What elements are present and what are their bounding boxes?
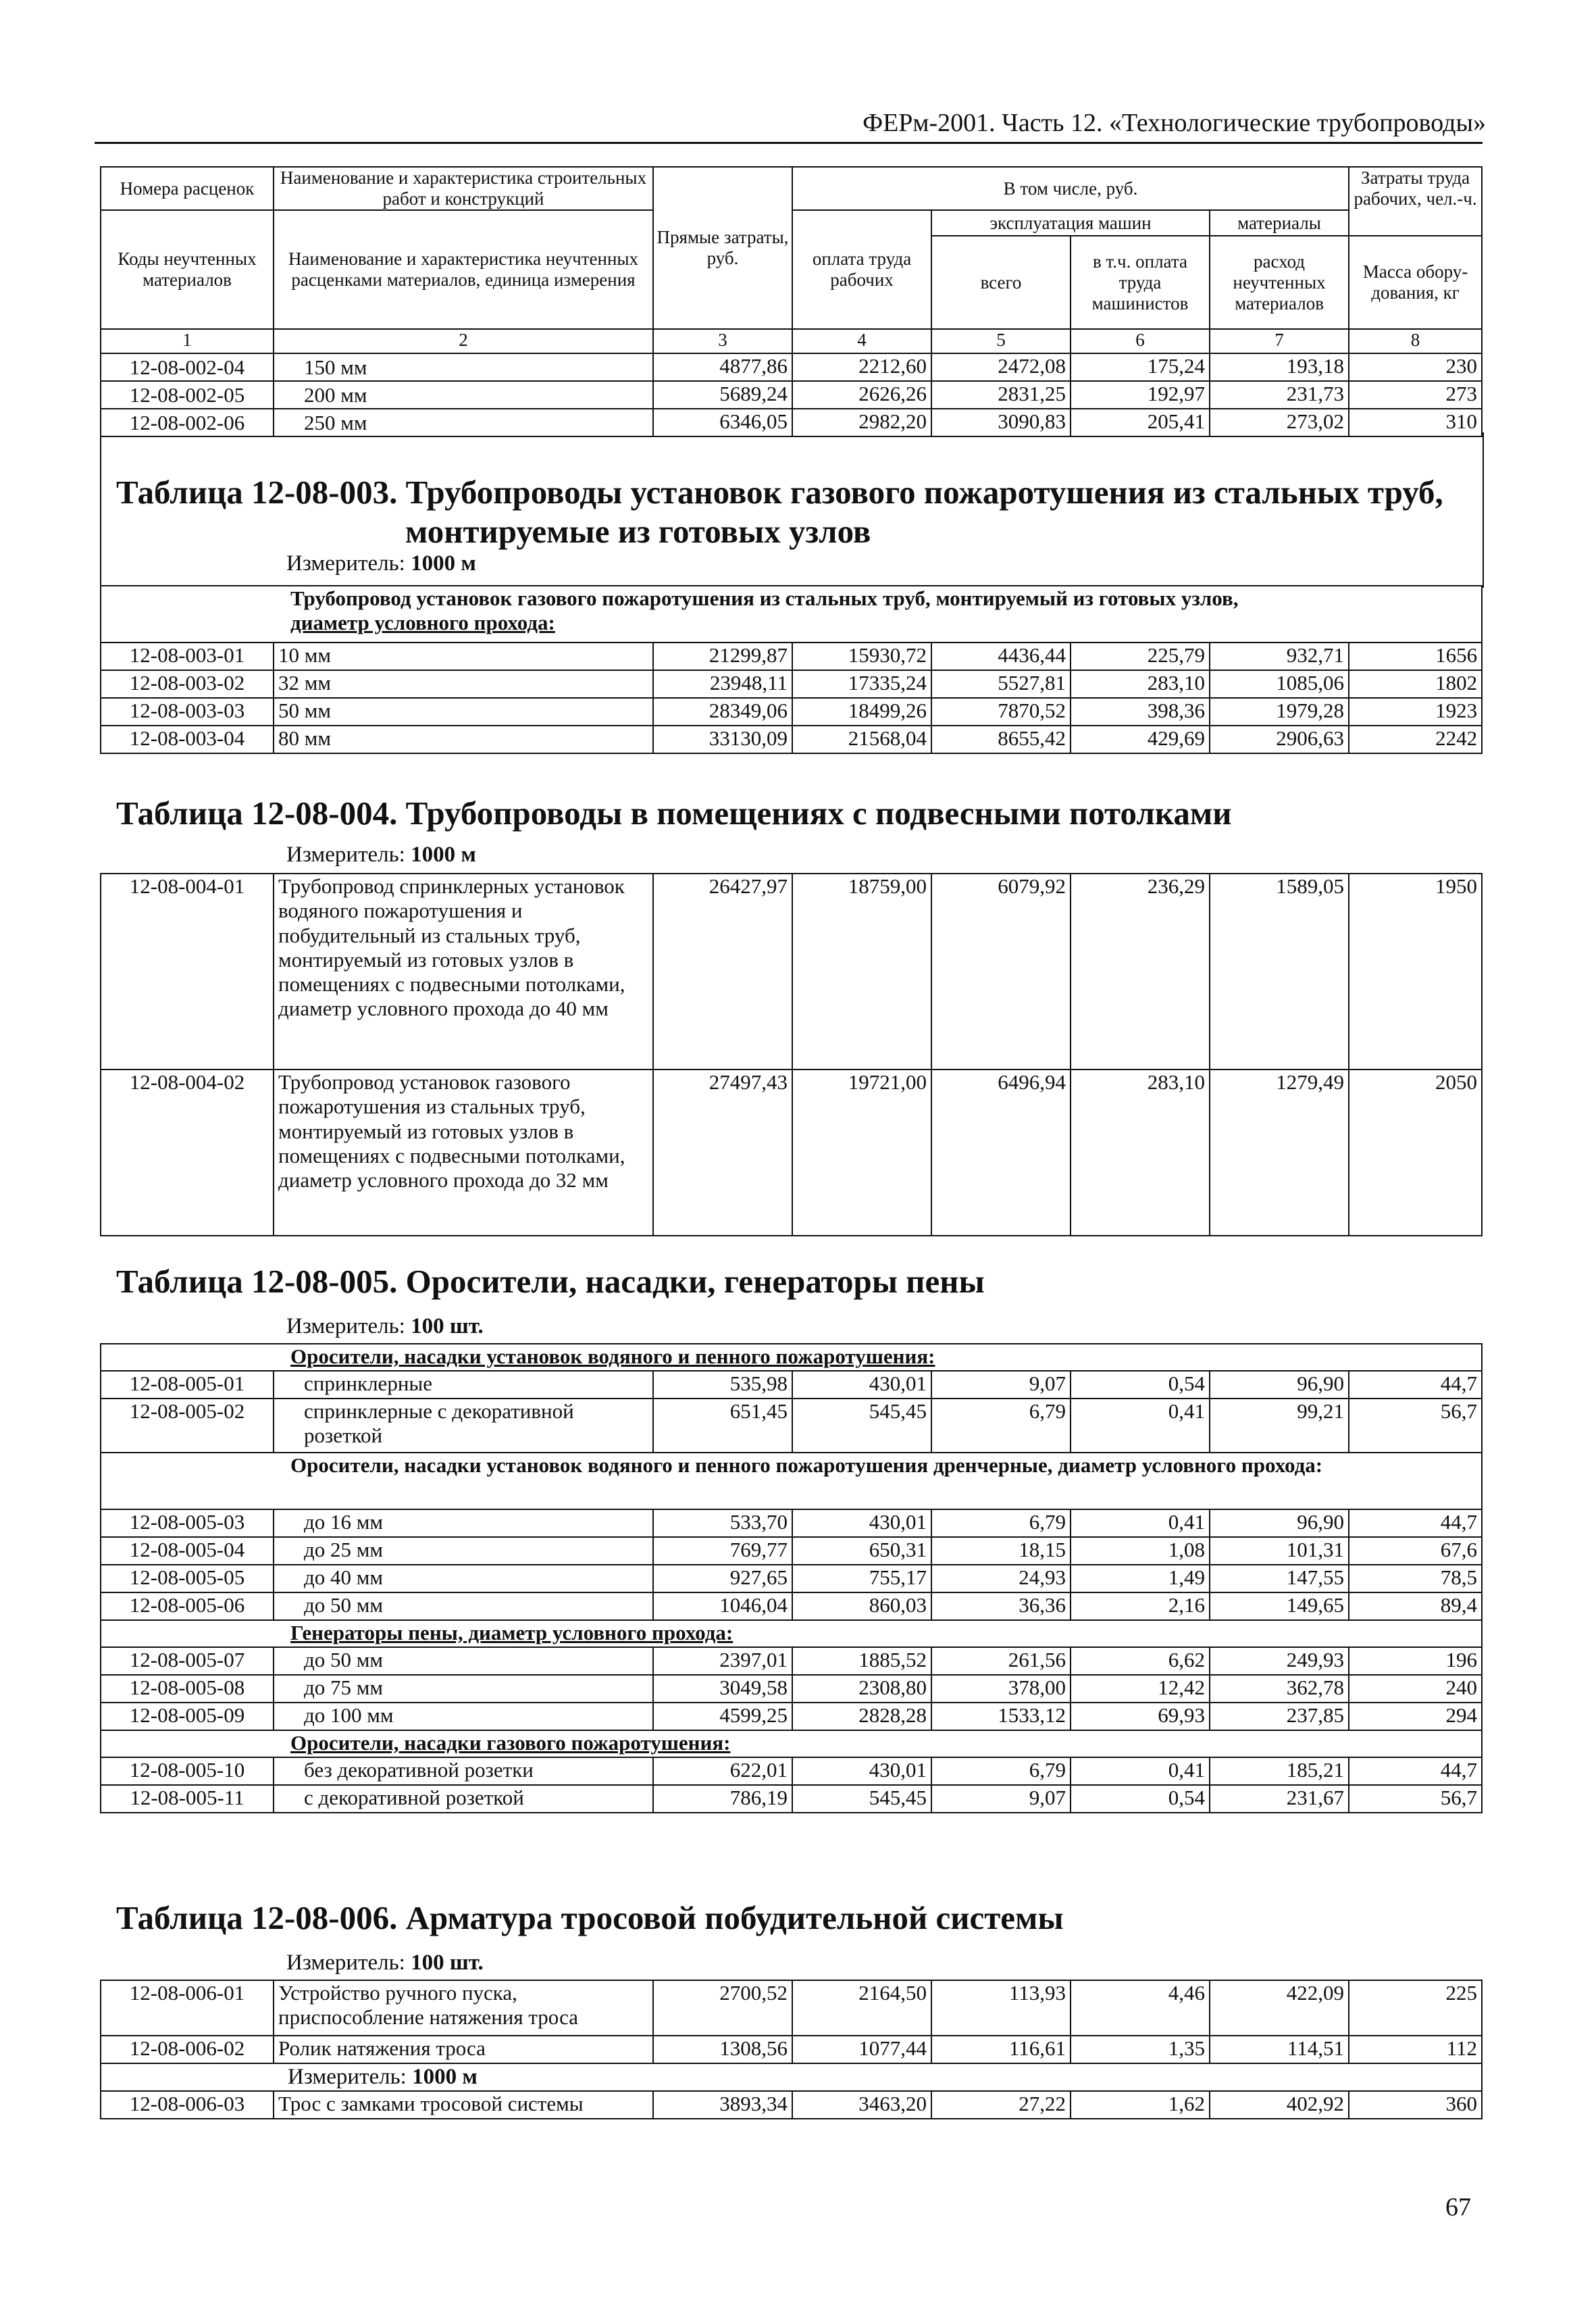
table-row xyxy=(101,726,1482,753)
materials: 932,71 xyxy=(1210,643,1349,670)
direct-costs: 3049,58 xyxy=(653,1675,792,1703)
header-materials-unaccounted: расход неучтенных материалов xyxy=(1210,236,1349,329)
table-003 xyxy=(100,585,1483,754)
machines-total: 6,79 xyxy=(931,1757,1071,1785)
section-header-row xyxy=(101,1344,1482,1371)
section-title: Оросители, насадки установок водяного и пенного пожаротушения дренчерные, диаметр условного прохода: xyxy=(101,1453,1482,1509)
machines-wages: 69,93 xyxy=(1071,1703,1210,1730)
machines-total: 6079,92 xyxy=(931,874,1071,1070)
row-name: до 40 мм xyxy=(274,1565,653,1592)
row-code: 12-08-005-09 xyxy=(101,1703,274,1730)
table-004-title: Таблица 12-08-004. Трубопроводы в помещениях с подвесными потолками xyxy=(116,795,1232,832)
row-code: 12-08-002-05 xyxy=(101,381,274,409)
materials: 1589,05 xyxy=(1210,874,1349,1070)
direct-costs: 5689,24 xyxy=(653,381,792,409)
direct-costs: 769,77 xyxy=(653,1537,792,1565)
direct-costs: 2700,52 xyxy=(653,1980,792,2036)
table-row xyxy=(101,698,1482,726)
materials: 147,55 xyxy=(1210,1565,1349,1592)
column-number: 2 xyxy=(274,329,653,353)
labor-costs: 2050 xyxy=(1349,1070,1482,1236)
labor-costs: 44,7 xyxy=(1349,1371,1482,1399)
labor-costs: 360 xyxy=(1349,2091,1482,2119)
machines-wages: 0,41 xyxy=(1071,1399,1210,1453)
row-name: с декоративной розеткой xyxy=(274,1785,653,1813)
header-codes-top: Номера расценок xyxy=(101,167,274,210)
table-row xyxy=(101,1070,1482,1236)
direct-costs: 3893,34 xyxy=(653,2091,792,2119)
direct-costs: 33130,09 xyxy=(653,726,792,753)
header-name-top: Наименование и характеристика строительных работ и конструкций xyxy=(274,167,653,210)
header-machines: эксплуатация машин xyxy=(931,210,1210,236)
labor-costs: 225 xyxy=(1349,1980,1482,2036)
row-code: 12-08-005-08 xyxy=(101,1675,274,1703)
machines-total: 6,79 xyxy=(931,1399,1071,1453)
row-code: 12-08-005-10 xyxy=(101,1757,274,1785)
column-number: 5 xyxy=(931,329,1071,353)
machines-wages: 175,24 xyxy=(1071,353,1210,381)
row-name: до 50 мм xyxy=(274,1592,653,1620)
row-name: без декоративной розетки xyxy=(274,1757,653,1785)
table-row xyxy=(101,670,1482,698)
table-005-title: Таблица 12-08-005. Оросители, насадки, генераторы пены xyxy=(116,1263,985,1300)
direct-costs: 535,98 xyxy=(653,1371,792,1399)
machines-total: 1533,12 xyxy=(931,1703,1071,1730)
header-name-bottom: Наименование и характеристика неучтенных расценками материалов, единица измерения xyxy=(274,210,653,329)
section-title: Оросители, насадки установок водяного и пенного пожаротушения: xyxy=(101,1344,1482,1371)
materials: 96,90 xyxy=(1210,1509,1349,1537)
column-number: 3 xyxy=(653,329,792,353)
section-header-row xyxy=(101,1730,1482,1757)
direct-costs: 4877,86 xyxy=(653,353,792,381)
machines-wages: 6,62 xyxy=(1071,1647,1210,1675)
column-header-table xyxy=(100,166,1483,437)
row-code: 12-08-004-02 xyxy=(101,1070,274,1236)
machines-total: 36,36 xyxy=(931,1592,1071,1620)
row-code: 12-08-005-04 xyxy=(101,1537,274,1565)
wages: 1885,52 xyxy=(792,1647,931,1675)
direct-costs: 651,45 xyxy=(653,1399,792,1453)
row-code: 12-08-004-01 xyxy=(101,874,274,1070)
header-labor-costs: Затраты труда рабочих, чел.-ч. xyxy=(1349,167,1482,236)
labor-costs: 273 xyxy=(1349,381,1482,409)
row-name: 200 мм xyxy=(274,381,653,409)
row-name: 150 мм xyxy=(274,353,653,381)
machines-wages: 429,69 xyxy=(1071,726,1210,753)
table-row xyxy=(101,1757,1482,1785)
table-row xyxy=(101,2091,1482,2119)
wages: 2164,50 xyxy=(792,1980,931,2036)
header-wages: оплата труда рабочих xyxy=(792,210,931,329)
labor-costs: 196 xyxy=(1349,1647,1482,1675)
machines-wages: 1,49 xyxy=(1071,1565,1210,1592)
machines-total: 9,07 xyxy=(931,1371,1071,1399)
table-004-measure: Измеритель: 1000 м xyxy=(286,842,476,867)
wages: 2982,20 xyxy=(792,409,931,436)
header-materials: материалы xyxy=(1210,210,1349,236)
row-name: 32 мм xyxy=(274,670,653,698)
table-005 xyxy=(100,1343,1483,1813)
table-005-measure: Измеритель: 100 шт. xyxy=(286,1314,484,1338)
row-name: до 25 мм xyxy=(274,1537,653,1565)
machines-wages: 2,16 xyxy=(1071,1592,1210,1620)
machines-wages: 12,42 xyxy=(1071,1675,1210,1703)
wages: 2828,28 xyxy=(792,1703,931,1730)
table-row xyxy=(101,1785,1482,1813)
direct-costs: 786,19 xyxy=(653,1785,792,1813)
table-006-measure: Измеритель: 100 шт. xyxy=(286,1951,484,1975)
row-code: 12-08-005-07 xyxy=(101,1647,274,1675)
labor-costs: 112 xyxy=(1349,2036,1482,2063)
page-header: ФЕРм-2001. Часть 12. «Технологические трубопроводы» xyxy=(863,109,1486,137)
materials: 362,78 xyxy=(1210,1675,1349,1703)
table-003-measure: Измеритель: 1000 м xyxy=(286,551,476,576)
header-including: В том числе, руб. xyxy=(792,167,1349,210)
direct-costs: 2397,01 xyxy=(653,1647,792,1675)
row-name: до 75 мм xyxy=(274,1675,653,1703)
wages: 19721,00 xyxy=(792,1070,931,1236)
machines-wages: 205,41 xyxy=(1071,409,1210,436)
labor-costs: 310 xyxy=(1349,409,1482,436)
row-name: 250 мм xyxy=(274,409,653,436)
wages: 545,45 xyxy=(792,1785,931,1813)
section-title: Генераторы пены, диаметр условного прохода: xyxy=(101,1620,1482,1647)
machines-wages: 0,54 xyxy=(1071,1785,1210,1813)
table-row xyxy=(101,1537,1482,1565)
row-code: 12-08-005-02 xyxy=(101,1399,274,1453)
materials: 1085,06 xyxy=(1210,670,1349,698)
labor-costs: 240 xyxy=(1349,1675,1482,1703)
machines-total: 4436,44 xyxy=(931,643,1071,670)
wages: 2212,60 xyxy=(792,353,931,381)
measure-row xyxy=(101,2063,1482,2091)
section-header-row xyxy=(101,1620,1482,1647)
machines-total: 2472,08 xyxy=(931,353,1071,381)
materials: 2906,63 xyxy=(1210,726,1349,753)
header-direct-costs: Прямые затраты, руб. xyxy=(653,167,792,329)
row-name: Ролик натяжения троса xyxy=(274,2036,653,2063)
materials: 193,18 xyxy=(1210,353,1349,381)
materials: 231,73 xyxy=(1210,381,1349,409)
materials: 231,67 xyxy=(1210,1785,1349,1813)
section-header-row xyxy=(101,1453,1482,1509)
table-row xyxy=(101,381,1482,409)
materials: 149,65 xyxy=(1210,1592,1349,1620)
wages: 1077,44 xyxy=(792,2036,931,2063)
header-equipment-mass: Масса обору-дования, кг xyxy=(1349,236,1482,329)
page-number: 67 xyxy=(1445,2193,1471,2221)
wages: 15930,72 xyxy=(792,643,931,670)
row-name: до 50 мм xyxy=(274,1647,653,1675)
row-name: спринклерные с декоративной розеткой xyxy=(274,1399,653,1453)
machines-wages: 1,35 xyxy=(1071,2036,1210,2063)
row-code: 12-08-002-04 xyxy=(101,353,274,381)
direct-costs: 1308,56 xyxy=(653,2036,792,2063)
section-header-row xyxy=(101,586,1482,643)
direct-costs: 927,65 xyxy=(653,1565,792,1592)
wages: 650,31 xyxy=(792,1537,931,1565)
direct-costs: 26427,97 xyxy=(653,874,792,1070)
row-code: 12-08-002-06 xyxy=(101,409,274,436)
materials: 422,09 xyxy=(1210,1980,1349,2036)
machines-wages: 236,29 xyxy=(1071,874,1210,1070)
column-number: 6 xyxy=(1071,329,1210,353)
wages: 2308,80 xyxy=(792,1675,931,1703)
wages: 17335,24 xyxy=(792,670,931,698)
machines-wages: 1,62 xyxy=(1071,2091,1210,2119)
materials: 249,93 xyxy=(1210,1647,1349,1675)
row-name: до 100 мм xyxy=(274,1703,653,1730)
wages: 860,03 xyxy=(792,1592,931,1620)
row-code: 12-08-003-03 xyxy=(101,698,274,726)
direct-costs: 622,01 xyxy=(653,1757,792,1785)
machines-total: 9,07 xyxy=(931,1785,1071,1813)
wages: 430,01 xyxy=(792,1757,931,1785)
labor-costs: 2242 xyxy=(1349,726,1482,753)
machines-wages: 283,10 xyxy=(1071,1070,1210,1236)
table-006-measure-2: Измеритель: 1000 м xyxy=(101,2063,1482,2091)
section-title: Оросители, насадки газового пожаротушения: xyxy=(101,1730,1482,1757)
materials: 237,85 xyxy=(1210,1703,1349,1730)
machines-wages: 283,10 xyxy=(1071,670,1210,698)
machines-wages: 225,79 xyxy=(1071,643,1210,670)
table-004 xyxy=(100,873,1483,1236)
wages: 21568,04 xyxy=(792,726,931,753)
machines-wages: 0,41 xyxy=(1071,1757,1210,1785)
materials: 99,21 xyxy=(1210,1399,1349,1453)
row-code: 12-08-005-05 xyxy=(101,1565,274,1592)
table-row xyxy=(101,874,1482,1070)
machines-total: 7870,52 xyxy=(931,698,1071,726)
row-name: 50 мм xyxy=(274,698,653,726)
row-code: 12-08-005-01 xyxy=(101,1371,274,1399)
materials: 1979,28 xyxy=(1210,698,1349,726)
table-row xyxy=(101,643,1482,670)
row-name: до 16 мм xyxy=(274,1509,653,1537)
machines-total: 5527,81 xyxy=(931,670,1071,698)
machines-total: 6,79 xyxy=(931,1509,1071,1537)
wages: 18759,00 xyxy=(792,874,931,1070)
wages: 545,45 xyxy=(792,1399,931,1453)
row-name: Трос с замками тросовой системы xyxy=(274,2091,653,2119)
column-number: 7 xyxy=(1210,329,1349,353)
row-name: Трубопровод установок газового пожаротушения из стальных труб, монтируемый из готовых узлов в помещениях с подвесными потолками, диаметр условного прохода до 32 мм xyxy=(274,1070,653,1236)
machines-total: 6496,94 xyxy=(931,1070,1071,1236)
header-rule xyxy=(95,142,1483,144)
machines-wages: 192,97 xyxy=(1071,381,1210,409)
materials: 273,02 xyxy=(1210,409,1349,436)
section-title: Трубопровод установок газового пожаротушения из стальных труб, монтируемый из готовых узлов, диаметр условного прохода: xyxy=(101,586,1482,643)
direct-costs: 4599,25 xyxy=(653,1703,792,1730)
labor-costs: 44,7 xyxy=(1349,1509,1482,1537)
labor-costs: 1656 xyxy=(1349,643,1482,670)
direct-costs: 6346,05 xyxy=(653,409,792,436)
row-code: 12-08-005-03 xyxy=(101,1509,274,1537)
row-code: 12-08-005-06 xyxy=(101,1592,274,1620)
table-row xyxy=(101,1980,1482,2036)
machines-total: 27,22 xyxy=(931,2091,1071,2119)
header-codes-bottom: Коды неучтенных материалов xyxy=(101,210,274,329)
labor-costs: 56,7 xyxy=(1349,1785,1482,1813)
row-code: 12-08-006-03 xyxy=(101,2091,274,2119)
machines-total: 8655,42 xyxy=(931,726,1071,753)
materials: 1279,49 xyxy=(1210,1070,1349,1236)
table-row xyxy=(101,1399,1482,1453)
direct-costs: 21299,87 xyxy=(653,643,792,670)
materials: 402,92 xyxy=(1210,2091,1349,2119)
wages: 3463,20 xyxy=(792,2091,931,2119)
direct-costs: 28349,06 xyxy=(653,698,792,726)
labor-costs: 56,7 xyxy=(1349,1399,1482,1453)
wages: 18499,26 xyxy=(792,698,931,726)
row-code: 12-08-006-02 xyxy=(101,2036,274,2063)
table-row xyxy=(101,1703,1482,1730)
table-row xyxy=(101,1565,1482,1592)
table-row xyxy=(101,1371,1482,1399)
wages: 430,01 xyxy=(792,1509,931,1537)
wages: 2626,26 xyxy=(792,381,931,409)
labor-costs: 1923 xyxy=(1349,698,1482,726)
machines-total: 18,15 xyxy=(931,1537,1071,1565)
row-code: 12-08-005-11 xyxy=(101,1785,274,1813)
direct-costs: 23948,11 xyxy=(653,670,792,698)
labor-costs: 1950 xyxy=(1349,874,1482,1070)
header-machines-wages: в т.ч. оплата труда машинистов xyxy=(1071,236,1210,329)
machines-total: 261,56 xyxy=(931,1647,1071,1675)
row-name: Устройство ручного пуска, приспособление натяжения троса xyxy=(274,1980,653,2036)
column-number: 4 xyxy=(792,329,931,353)
row-code: 12-08-003-04 xyxy=(101,726,274,753)
direct-costs: 1046,04 xyxy=(653,1592,792,1620)
table-row xyxy=(101,353,1482,381)
machines-total: 113,93 xyxy=(931,1980,1071,2036)
direct-costs: 533,70 xyxy=(653,1509,792,1537)
table-006-title: Таблица 12-08-006. Арматура тросовой побудительной системы xyxy=(116,1899,1064,1936)
labor-costs: 294 xyxy=(1349,1703,1482,1730)
table-row xyxy=(101,1675,1482,1703)
column-number: 1 xyxy=(101,329,274,353)
labor-costs: 230 xyxy=(1349,353,1482,381)
machines-total: 116,61 xyxy=(931,2036,1071,2063)
machines-wages: 0,54 xyxy=(1071,1371,1210,1399)
header-machines-total: всего xyxy=(931,236,1071,329)
wages: 755,17 xyxy=(792,1565,931,1592)
labor-costs: 89,4 xyxy=(1349,1592,1482,1620)
machines-wages: 4,46 xyxy=(1071,1980,1210,2036)
table-row xyxy=(101,1509,1482,1537)
machines-total: 24,93 xyxy=(931,1565,1071,1592)
machines-total: 3090,83 xyxy=(931,409,1071,436)
row-name: 10 мм xyxy=(274,643,653,670)
labor-costs: 78,5 xyxy=(1349,1565,1482,1592)
labor-costs: 44,7 xyxy=(1349,1757,1482,1785)
machines-wages: 398,36 xyxy=(1071,698,1210,726)
table-row xyxy=(101,2036,1482,2063)
table-row xyxy=(101,1592,1482,1620)
column-number: 8 xyxy=(1349,329,1482,353)
materials: 114,51 xyxy=(1210,2036,1349,2063)
materials: 101,31 xyxy=(1210,1537,1349,1565)
row-name: Трубопровод спринклерных установок водяного пожаротушения и побудительный из стальных труб, монтируемый из готовых узлов в помещениях с подвесными потолками, диаметр условного прохода до 40 мм xyxy=(274,874,653,1070)
table-003-title: Таблица 12-08-003. Трубопроводы установок газового пожаротушения из стальных труб, монтируемые из готовых узлов xyxy=(116,474,1443,550)
labor-costs: 67,6 xyxy=(1349,1537,1482,1565)
row-code: 12-08-003-01 xyxy=(101,643,274,670)
row-code: 12-08-006-01 xyxy=(101,1980,274,2036)
machines-total: 2831,25 xyxy=(931,381,1071,409)
machines-total: 378,00 xyxy=(931,1675,1071,1703)
machines-wages: 1,08 xyxy=(1071,1537,1210,1565)
row-code: 12-08-003-02 xyxy=(101,670,274,698)
materials: 185,21 xyxy=(1210,1757,1349,1785)
direct-costs: 27497,43 xyxy=(653,1070,792,1236)
table-row xyxy=(101,1647,1482,1675)
wages: 430,01 xyxy=(792,1371,931,1399)
row-name: 80 мм xyxy=(274,726,653,753)
materials: 96,90 xyxy=(1210,1371,1349,1399)
row-name: спринклерные xyxy=(274,1371,653,1399)
labor-costs: 1802 xyxy=(1349,670,1482,698)
table-006 xyxy=(100,1980,1483,2119)
machines-wages: 0,41 xyxy=(1071,1509,1210,1537)
